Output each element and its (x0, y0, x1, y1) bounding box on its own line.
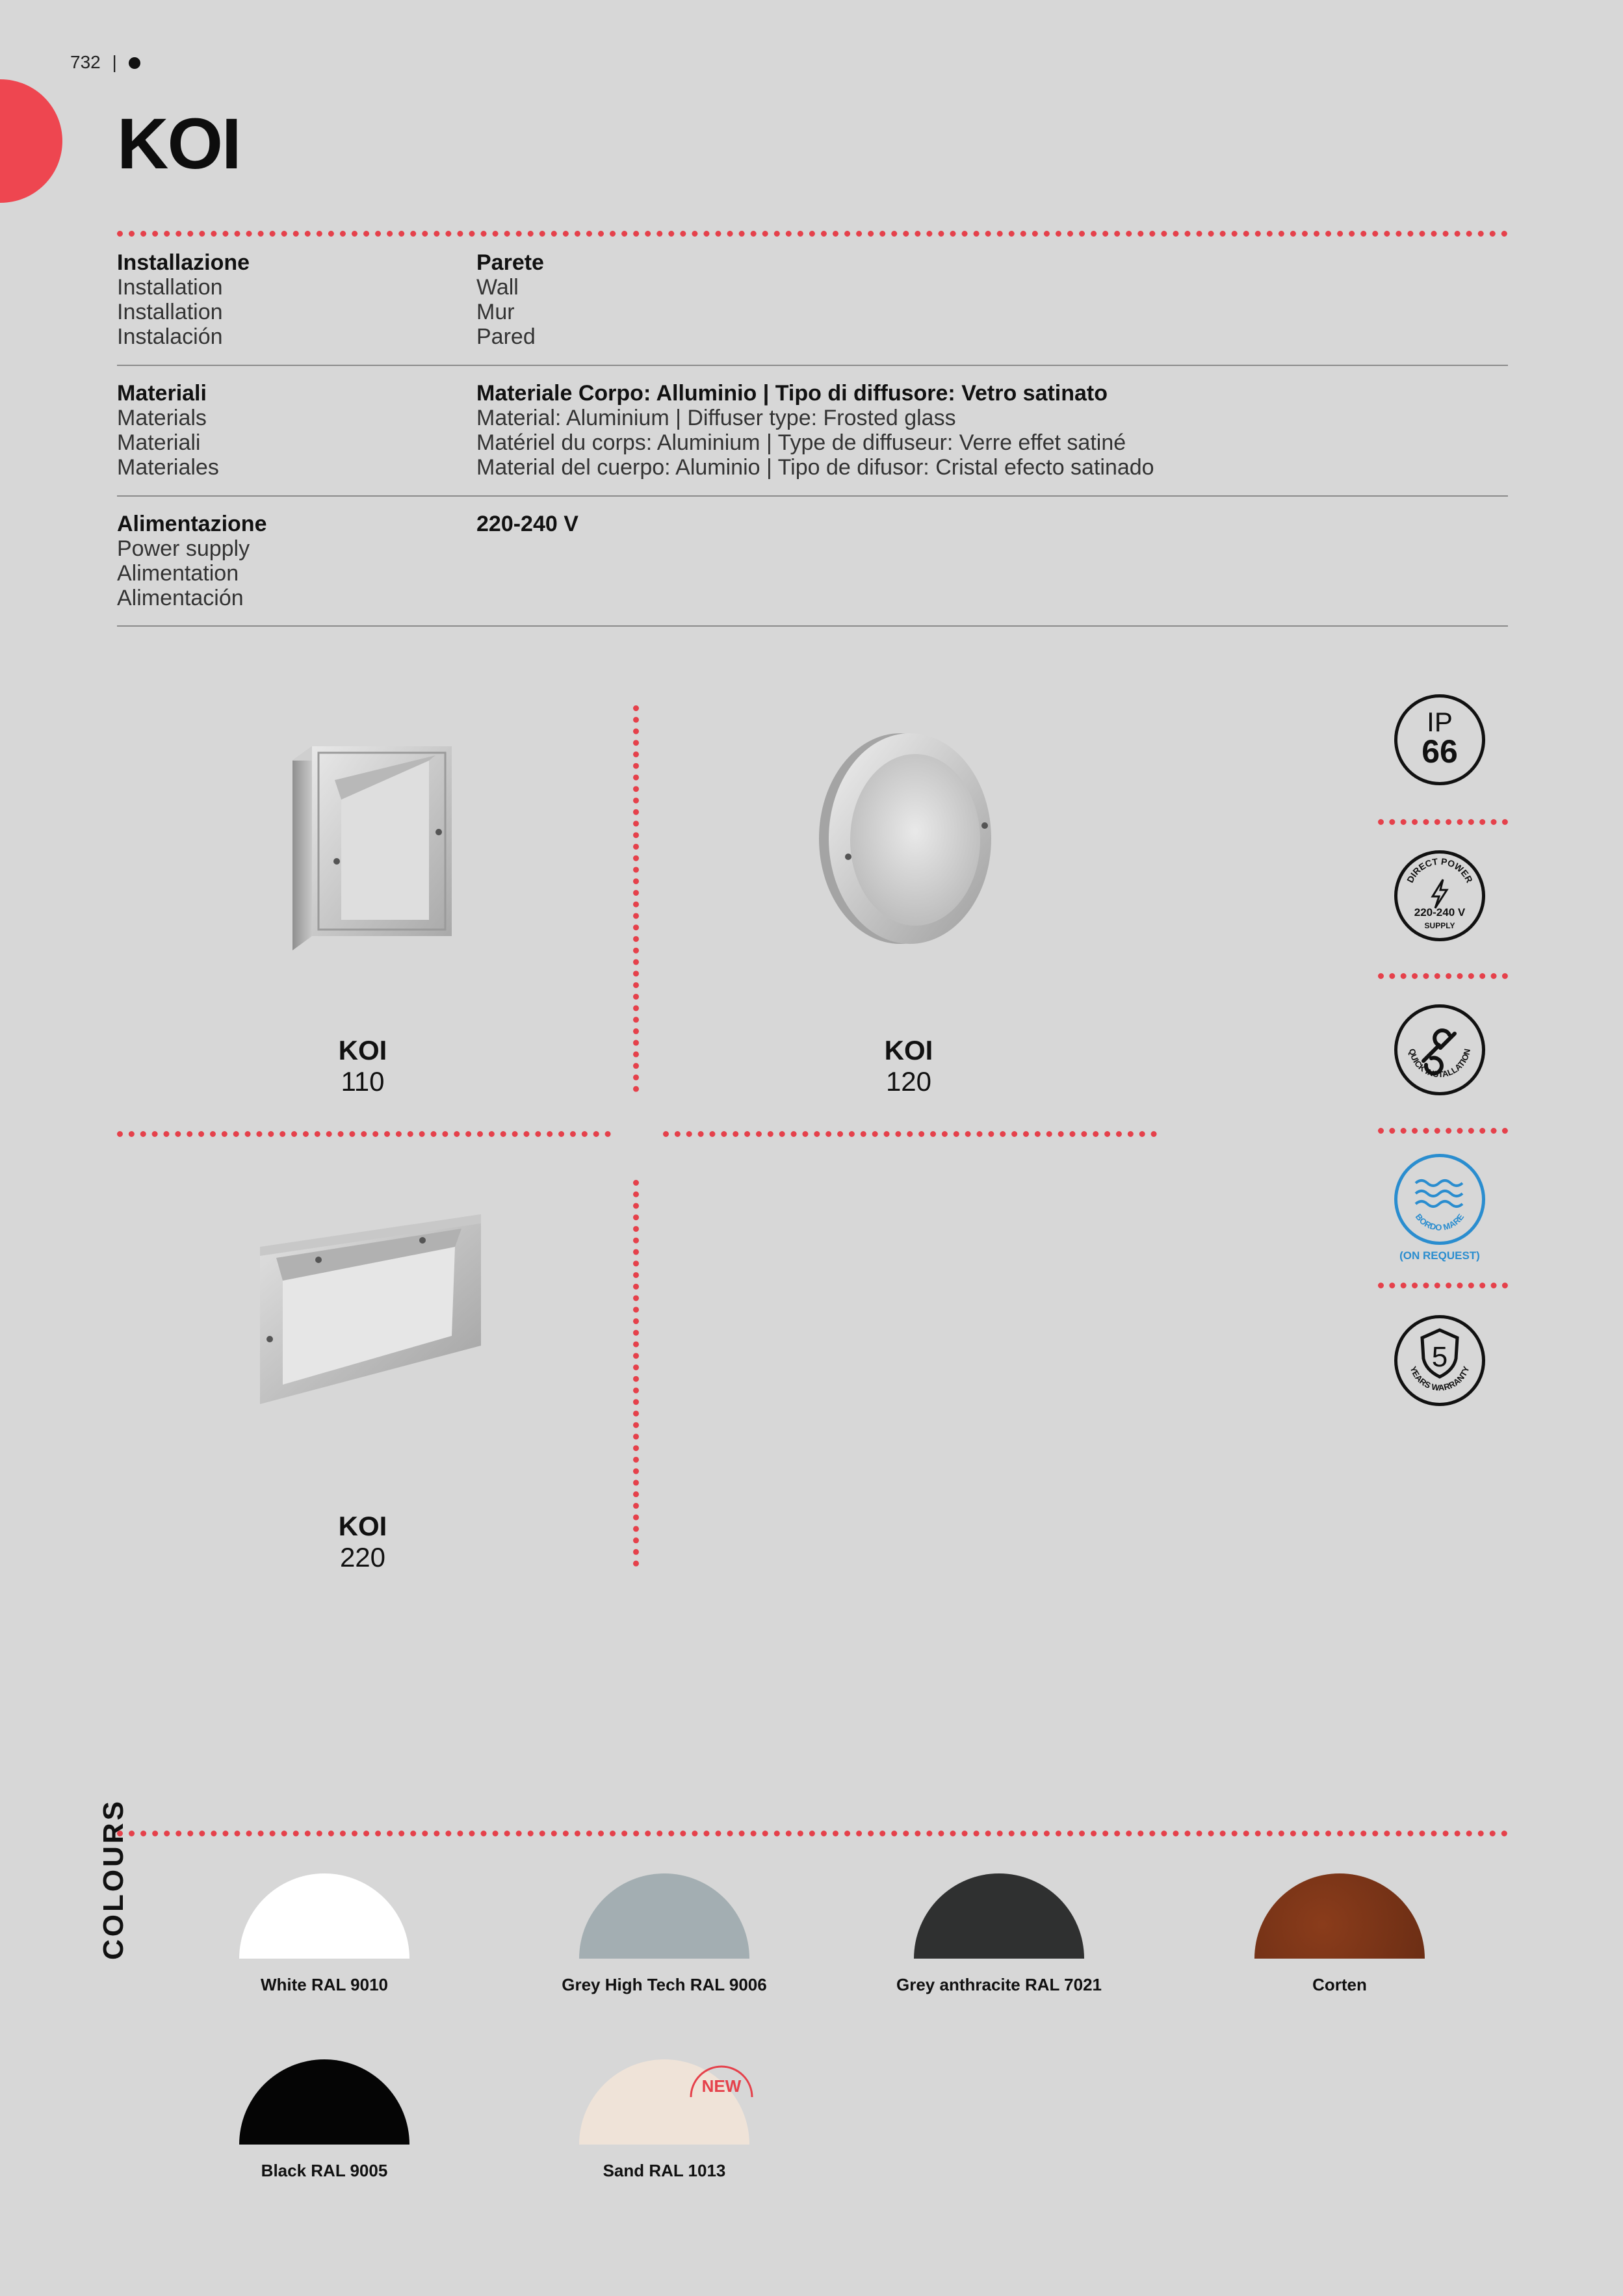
spec-label: Alimentation (117, 561, 239, 586)
waves-icon (1416, 1181, 1462, 1207)
direct-power-top-text: DIRECT POWER (1404, 855, 1475, 885)
bordo-mare-graphic (1397, 1157, 1482, 1242)
colour-swatch-grey-high-tech (579, 1873, 749, 1959)
new-tag (686, 2061, 757, 2100)
spec-label: Alimentación (117, 586, 244, 610)
colour-swatch-white (239, 1873, 409, 1959)
product-name: KOI (338, 1035, 387, 1065)
product-label-koi-110 (265, 1035, 460, 1097)
ip-label: IP (1427, 707, 1453, 737)
spec-materials-labels (117, 381, 219, 480)
warranty-years: 5 (1431, 1341, 1448, 1373)
ip-value: 66 (1422, 733, 1458, 770)
colour-label: Grey High Tech RAL 9006 (562, 1975, 767, 1994)
spec-label: Installazione (117, 250, 250, 275)
bullet-icon (129, 57, 140, 69)
colours-title: COLOURS (97, 1799, 129, 1960)
page-title: KOI (117, 104, 240, 184)
direct-power-badge (1394, 850, 1485, 941)
page-number-value: 732 (70, 52, 101, 72)
dotted-divider (663, 1131, 1157, 1137)
svg-text:BORDO MARE (1414, 1212, 1466, 1233)
spec-label: Power supply (117, 536, 250, 561)
spec-power-values (476, 512, 578, 536)
spec-value: Parete (476, 250, 544, 275)
koi-220-product-image (257, 1209, 484, 1411)
quick-installation-graphic (1397, 1008, 1482, 1092)
warranty-graphic (1397, 1318, 1482, 1403)
dotted-divider (1378, 1283, 1508, 1288)
dotted-divider (117, 1131, 611, 1137)
product-label-koi-120 (811, 1035, 1006, 1097)
quick-installation-badge (1394, 1004, 1485, 1095)
direct-power-arc-text (1397, 854, 1482, 938)
spec-label: Installation (117, 275, 223, 300)
svg-text:DIRECT POWER (1405, 856, 1475, 885)
spec-value: Pared (476, 324, 536, 349)
colour-swatch-black (239, 2059, 409, 2145)
direct-power-bottom-text: SUPPLY (1424, 921, 1455, 930)
spec-label: Materiali (117, 430, 201, 455)
spec-materials-values (476, 381, 1154, 480)
spec-value: Materiale Corpo: Alluminio | Tipo di diffusore: Vetro satinato (476, 381, 1108, 406)
bordo-mare-badge (1394, 1154, 1485, 1245)
colour-swatch-grey-anthracite (914, 1873, 1084, 1959)
product-name: KOI (338, 1511, 387, 1541)
spec-power-labels (117, 512, 266, 610)
colour-label: Black RAL 9005 (261, 2161, 388, 2180)
spec-value: Mur (476, 300, 515, 324)
spec-label: Materials (117, 406, 207, 430)
product-name: KOI (884, 1035, 933, 1065)
bordo-mare-note: (ON REQUEST) (1399, 1249, 1480, 1262)
spec-label: Alimentazione (117, 512, 267, 536)
colour-label: Sand RAL 1013 (603, 2161, 726, 2180)
new-tag-label: NEW (701, 2076, 742, 2096)
dotted-divider (117, 1831, 1508, 1836)
spec-installation-values (476, 250, 544, 349)
direct-power-voltage: 220-240 V (1414, 906, 1466, 919)
spec-value: Material: Aluminium | Diffuser type: Frosted glass (476, 406, 956, 430)
dotted-divider (1378, 819, 1508, 825)
koi-120-product-image (812, 728, 1001, 949)
product-code: 120 (885, 1066, 932, 1097)
koi-110-product-image (286, 741, 455, 956)
spec-value: 220-240 V (476, 512, 578, 536)
ip66-badge (1394, 694, 1485, 785)
product-label-koi-220 (265, 1511, 460, 1573)
warranty-text: YEARS WARRANTY (1408, 1364, 1472, 1393)
divider-line (117, 625, 1508, 627)
dotted-divider (1378, 973, 1508, 979)
spec-label: Materiales (117, 455, 219, 480)
quick-installation-text: QUICK INSTALLATION (1407, 1047, 1472, 1080)
dotted-divider-vertical (633, 705, 639, 1092)
colour-swatch-corten (1254, 1873, 1425, 1959)
bordo-mare-text: BORDO MARE (1413, 1212, 1466, 1233)
spec-value: Wall (476, 275, 519, 300)
page-number-separator: | (112, 52, 117, 72)
spec-value: Matériel du corps: Aluminium | Type de diffuseur: Verre effet satiné (476, 430, 1126, 455)
colour-label: Corten (1312, 1975, 1367, 1994)
colour-label: White RAL 9010 (260, 1975, 388, 1994)
spec-label: Materiali (117, 381, 207, 406)
dotted-divider (1378, 1128, 1508, 1134)
red-circle-decoration (0, 79, 62, 203)
spec-value: Material del cuerpo: Aluminio | Tipo de difusor: Cristal efecto satinado (476, 455, 1154, 480)
product-code: 110 (341, 1066, 385, 1097)
spec-label: Instalación (117, 324, 223, 349)
divider-line (117, 365, 1508, 366)
dotted-divider (117, 231, 1508, 237)
dotted-divider-vertical (633, 1180, 639, 1567)
colour-label: Grey anthracite RAL 7021 (896, 1975, 1102, 1994)
divider-line (117, 495, 1508, 497)
spec-installation-labels (117, 250, 250, 349)
lightning-icon (1433, 880, 1447, 908)
warranty-badge (1394, 1315, 1485, 1406)
spec-label: Installation (117, 300, 223, 324)
product-code: 220 (339, 1542, 386, 1572)
page-number (70, 52, 140, 73)
